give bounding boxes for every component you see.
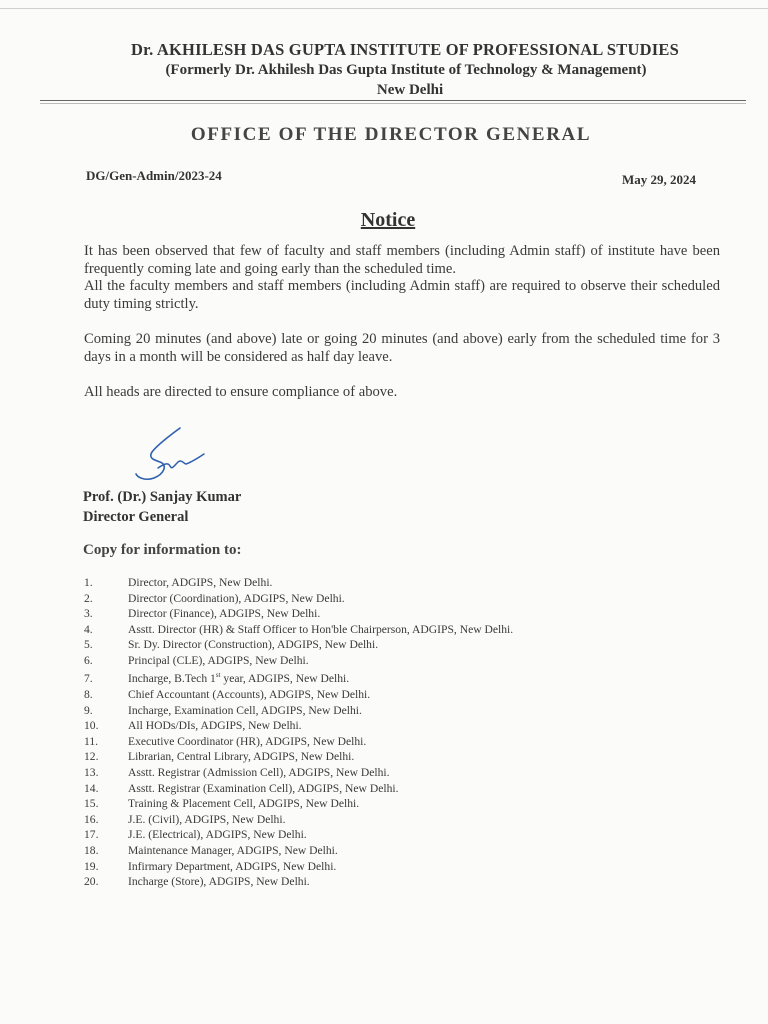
- institute-city: New Delhi: [376, 82, 444, 98]
- list-item-text: Incharge, Examination Cell, ADGIPS, New Delhi.: [128, 703, 362, 717]
- list-item-text: Incharge (Store), ADGIPS, New Delhi.: [128, 875, 310, 889]
- list-item: [84, 843, 513, 859]
- list-item-number: 4.: [84, 622, 93, 636]
- list-item-number: 12.: [84, 750, 99, 764]
- list-item: [84, 606, 513, 622]
- list-item: [84, 687, 513, 703]
- list-item-number: 17.: [84, 828, 99, 842]
- institute-name: Dr. AKHILESH DAS GUPTA INSTITUTE OF PROFESSIONAL STUDIES: [131, 40, 679, 59]
- list-item-text: J.E. (Civil), ADGIPS, New Delhi.: [128, 812, 286, 826]
- list-item: [84, 653, 513, 669]
- letterhead-rule: [40, 100, 746, 101]
- body-paragraph-4: All heads are directed to ensure compliance of above.: [84, 384, 398, 400]
- body-paragraph-3: Coming 20 minutes (and above) late or going 20 minutes (and above) early from the scheduled time for 3 days in a month will be considered as half day leave.: [84, 331, 720, 365]
- list-item: [84, 718, 513, 734]
- paragraph-gap: [84, 313, 720, 331]
- list-item-text: All HODs/DIs, ADGIPS, New Delhi.: [128, 719, 302, 733]
- list-item: [84, 734, 513, 750]
- list-item-text: Director (Finance), ADGIPS, New Delhi.: [128, 607, 321, 621]
- copy-list: [84, 575, 513, 890]
- body-paragraph-2: All the faculty members and staff members (including Admin staff) are required to observe their scheduled duty timing strictly.: [84, 278, 720, 312]
- list-item-text: J.E. (Electrical), ADGIPS, New Delhi.: [128, 828, 307, 842]
- list-item-text: Infirmary Department, ADGIPS, New Delhi.: [128, 859, 337, 873]
- list-item-number: 3.: [84, 607, 93, 621]
- list-item-text: Principal (CLE), ADGIPS, New Delhi.: [128, 653, 309, 667]
- list-item: [84, 859, 513, 875]
- list-item-text: Director (Coordination), ADGIPS, New Delhi.: [128, 591, 345, 605]
- list-item-text: Sr. Dy. Director (Construction), ADGIPS, New Delhi.: [128, 638, 379, 652]
- list-item: [84, 796, 513, 812]
- list-item: [84, 575, 513, 591]
- list-item: [84, 591, 513, 607]
- list-item: [84, 827, 513, 843]
- list-item-text: Director, ADGIPS, New Delhi.: [128, 576, 273, 589]
- list-item-text: Incharge, B.Tech 1st year, ADGIPS, New Delhi.: [128, 671, 350, 686]
- notice-body: [84, 243, 720, 402]
- list-item-number: 19.: [84, 859, 99, 873]
- list-item: [84, 703, 513, 719]
- notice-title: Notice: [360, 209, 416, 231]
- list-item-number: 14.: [84, 781, 99, 795]
- paragraph-gap: [84, 366, 720, 384]
- signature-icon: [128, 424, 212, 486]
- list-item: [84, 874, 513, 890]
- list-item-number: 16.: [84, 812, 99, 826]
- list-item-text: Asstt. Director (HR) & Staff Officer to Hon'ble Chairperson, ADGIPS, New Delhi.: [128, 622, 514, 636]
- reference-number: DG/Gen-Admin/2023-24: [86, 168, 222, 183]
- list-item-number: 9.: [84, 703, 93, 717]
- list-item-number: 18.: [84, 843, 99, 857]
- signatory-block: [83, 487, 241, 527]
- paper-top-edge: [0, 8, 768, 9]
- list-item-number: 7.: [84, 672, 93, 686]
- signatory-name: Prof. (Dr.) Sanjay Kumar: [83, 489, 242, 505]
- list-item-number: 6.: [84, 653, 93, 667]
- notice-date: May 29, 2024: [621, 172, 696, 187]
- list-item: [84, 622, 513, 638]
- list-item: [84, 669, 513, 687]
- copy-list-title: Copy for information to:: [83, 542, 242, 558]
- list-item-number: 20.: [84, 875, 99, 889]
- list-item-text: Librarian, Central Library, ADGIPS, New Delhi.: [128, 750, 355, 764]
- office-heading: OFFICE OF THE DIRECTOR GENERAL: [190, 124, 592, 145]
- list-item-number: 5.: [84, 638, 93, 652]
- letterhead: [40, 40, 750, 100]
- list-item-number: 15.: [84, 797, 99, 811]
- list-item-number: 13.: [84, 765, 99, 779]
- list-item-number: 11.: [84, 734, 99, 748]
- list-item-text: Asstt. Registrar (Examination Cell), ADGIPS, New Delhi.: [128, 781, 399, 795]
- list-item: [84, 749, 513, 765]
- list-item: [84, 812, 513, 828]
- list-item-text: Maintenance Manager, ADGIPS, New Delhi.: [128, 843, 338, 857]
- list-item: [84, 781, 513, 797]
- list-item-number: 8.: [84, 688, 93, 702]
- list-item-text: Asstt. Registrar (Admission Cell), ADGIPS, New Delhi.: [128, 765, 390, 779]
- list-item-number: 10.: [84, 719, 99, 733]
- list-item-text: Chief Accountant (Accounts), ADGIPS, New Delhi.: [128, 688, 371, 702]
- list-item: [84, 765, 513, 781]
- body-paragraph-1: It has been observed that few of faculty and staff members (including Admin staff) of institute have been frequently coming late and going early than the scheduled time.: [84, 243, 720, 277]
- list-item: [84, 637, 513, 653]
- list-item-number: 1.: [84, 576, 93, 589]
- former-name: (Formerly Dr. Akhilesh Das Gupta Institute of Technology & Management): [165, 62, 647, 78]
- list-item-text: Executive Coordinator (HR), ADGIPS, New Delhi.: [128, 734, 367, 748]
- list-item-text: Training & Placement Cell, ADGIPS, New Delhi.: [128, 797, 360, 811]
- letterhead-rule-secondary: [40, 103, 746, 104]
- list-item-number: 2.: [84, 591, 93, 605]
- signatory-designation: Director General: [83, 509, 189, 525]
